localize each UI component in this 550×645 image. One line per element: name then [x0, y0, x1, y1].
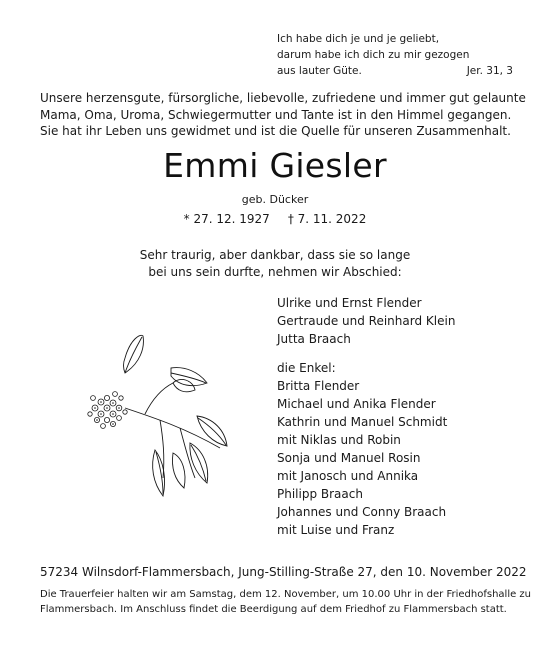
farewell-text: [0, 247, 550, 281]
mourner-1: Ulrike und Ernst Flender: [277, 296, 422, 310]
bible-verse: [277, 31, 513, 79]
verse-line-1: Ich habe dich je und je geliebt,: [277, 33, 440, 45]
farewell-line-1: Sehr traurig, aber dankbar, dass sie so lange: [139, 248, 411, 262]
verse-line-3: aus lauter Güte.: [277, 65, 362, 77]
grandchild-9: mit Luise und Franz: [277, 523, 395, 537]
place-and-date: [40, 564, 527, 580]
grandchild-5: Sonja und Manuel Rosin: [277, 451, 421, 465]
blossom-cluster: [88, 392, 127, 429]
stem: [125, 408, 220, 448]
deceased-name: Emmi Giesler: [163, 146, 387, 185]
intro-line-2: Mama, Oma, Uroma, Schwiegermutter und Tante ist in den Himmel gegangen.: [40, 107, 512, 122]
service-line-1: Die Trauerfeier halten wir am Samstag, dem 12. November, um 10.00 Uhr in der Friedhofshalle zu: [40, 589, 532, 600]
leaf-top: [124, 335, 144, 373]
grandchild-6: mit Janosch und Annika: [277, 469, 419, 483]
intro-line-3: Sie hat ihr Leben uns gewidmet und ist die Quelle für unseren Zusammenhalt.: [40, 124, 511, 138]
grandchild-3: Kathrin und Manuel Schmidt: [277, 415, 448, 429]
intro-line-1: Unsere herzensgute, fürsorgliche, liebevolle, zufriedene und immer gut gelaunte: [40, 91, 526, 105]
grandchildren-title: die Enkel:: [277, 361, 336, 375]
born-name: geb. Dücker: [241, 193, 309, 206]
grandchild-7: Philipp Braach: [277, 487, 363, 501]
service-info: [40, 587, 532, 617]
grandchild-2: Michael und Anika Flender: [277, 397, 436, 411]
verse-reference: Jer. 31, 3: [466, 65, 513, 77]
grandchild-1: Britta Flender: [277, 379, 360, 393]
birth-date: * 27. 12. 1927: [183, 212, 270, 226]
life-dates: [0, 211, 550, 227]
intro-text: [40, 90, 526, 140]
leaf-mid: [171, 368, 207, 386]
farewell-line-2: bei uns sein durfte, nehmen wir Abschied:: [148, 265, 402, 279]
leaf-bottom-left: [172, 453, 184, 488]
elderflower-illustration: [85, 328, 230, 498]
mourner-3: Jutta Braach: [277, 332, 351, 346]
verse-line-2: darum habe ich dich zu mir gezogen: [277, 49, 470, 61]
death-date: † 7. 11. 2022: [287, 212, 367, 226]
place: 57234 Wilnsdorf-Flammersbach,: [40, 565, 235, 579]
mourner-2: Gertraude und Reinhard Klein: [277, 314, 456, 328]
grandchild-4: mit Niklas und Robin: [277, 433, 401, 447]
grandchild-8: Johannes und Conny Braach: [277, 505, 447, 519]
address-and-date: Jung-Stilling-Straße 27, den 10. November 2022: [234, 565, 527, 579]
mourners-list: [277, 294, 455, 539]
service-line-2: Flammersbach. Im Anschluss findet die Beerdigung auf dem Friedhof zu Flammersbach statt.: [40, 604, 507, 615]
